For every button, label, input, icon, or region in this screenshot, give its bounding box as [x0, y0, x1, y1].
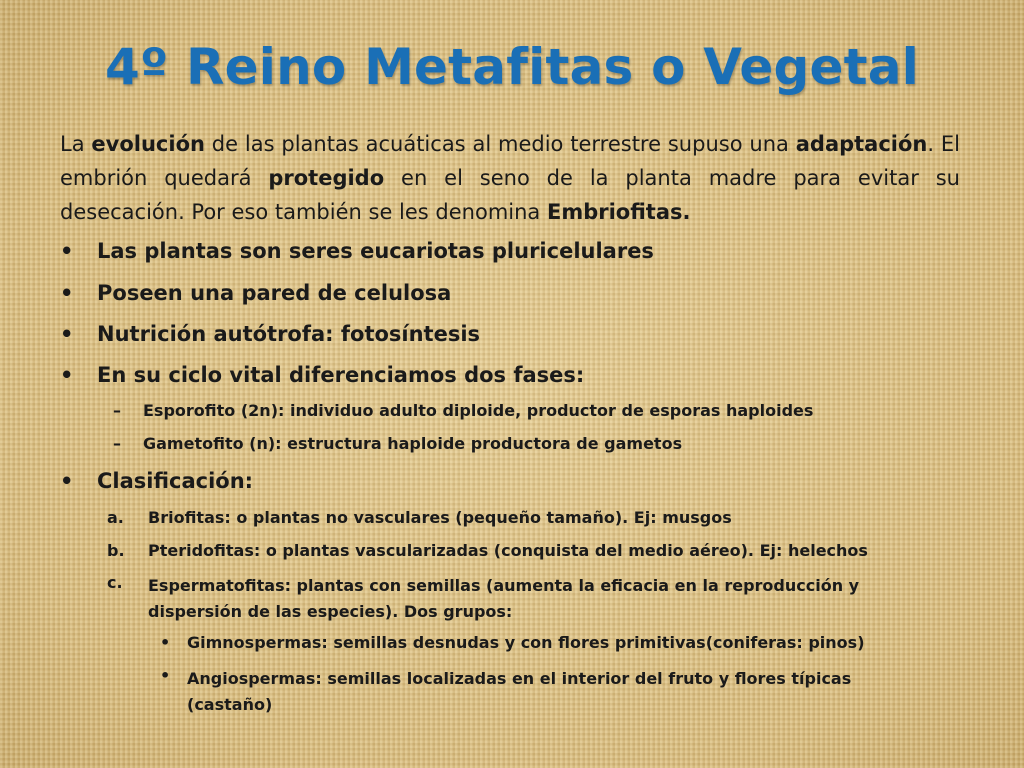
intro-bold-protegido: protegido: [268, 166, 385, 190]
bullet-icon: •: [60, 239, 74, 263]
intro-paragraph: [60, 127, 960, 229]
intro-text-4: en el seno de la planta madre para evitar su desecación. Por eso también se les denomina: [60, 166, 960, 224]
intro-bold-evolucion: evolución: [91, 132, 205, 156]
bullet-icon: •: [60, 469, 74, 493]
intro-text-3: . El embrión quedará: [60, 132, 960, 190]
group-text: Gimnospermas: semillas desnudas y con flores primitivas(coniferas: pinos): [187, 633, 865, 652]
dash-icon: –: [113, 434, 121, 453]
classification-marker: a.: [107, 508, 124, 527]
dash-icon: –: [113, 401, 121, 420]
intro-text-1: La: [60, 132, 92, 156]
intro-text-2: de las plantas acuáticas al medio terrestre supuso una: [204, 132, 796, 156]
classification-text: Briofitas: o plantas no vasculares (pequeño tamaño). Ej: musgos: [148, 508, 732, 527]
classification-marker: b.: [107, 541, 125, 560]
classification-heading-text: Clasificación:: [97, 469, 254, 493]
classification-text: Pteridofitas: o plantas vascularizadas (conquista del medio aéreo). Ej: helechos: [148, 541, 868, 560]
bullet-icon: •: [60, 363, 74, 387]
bullet-icon: •: [60, 322, 74, 346]
bullet-icon: •: [60, 281, 74, 305]
list-item-text: Nutrición autótrofa: fotosíntesis: [97, 322, 481, 346]
list-item-text: Poseen una pared de celulosa: [97, 281, 452, 305]
phase-text: Gametofito (n): estructura haploide productora de gametos: [143, 434, 683, 453]
group-text: Angiospermas: semillas localizadas en el interior del fruto y flores típicas (castaño): [187, 669, 852, 714]
classification-text: Espermatofitas: plantas con semillas (aumenta la eficacia en la reproducción y dispersión de las especies). Dos grupos:: [148, 576, 860, 621]
intro-bold-adaptacion: adaptación: [795, 132, 928, 156]
list-item-text: Las plantas son seres eucariotas pluricelulares: [97, 239, 654, 263]
bullet-icon: •: [160, 633, 171, 652]
intro-bold-embriofitas: Embriofitas.: [546, 200, 691, 224]
phase-text: Esporofito (2n): individuo adulto diploide, productor de esporas haploides: [143, 401, 814, 420]
list-item-text: En su ciclo vital diferenciamos dos fases:: [97, 363, 585, 387]
bullet-icon: •: [160, 666, 171, 685]
classification-marker: c.: [107, 573, 123, 592]
slide-title: 4º Reino Metafitas o Vegetal: [104, 38, 920, 96]
